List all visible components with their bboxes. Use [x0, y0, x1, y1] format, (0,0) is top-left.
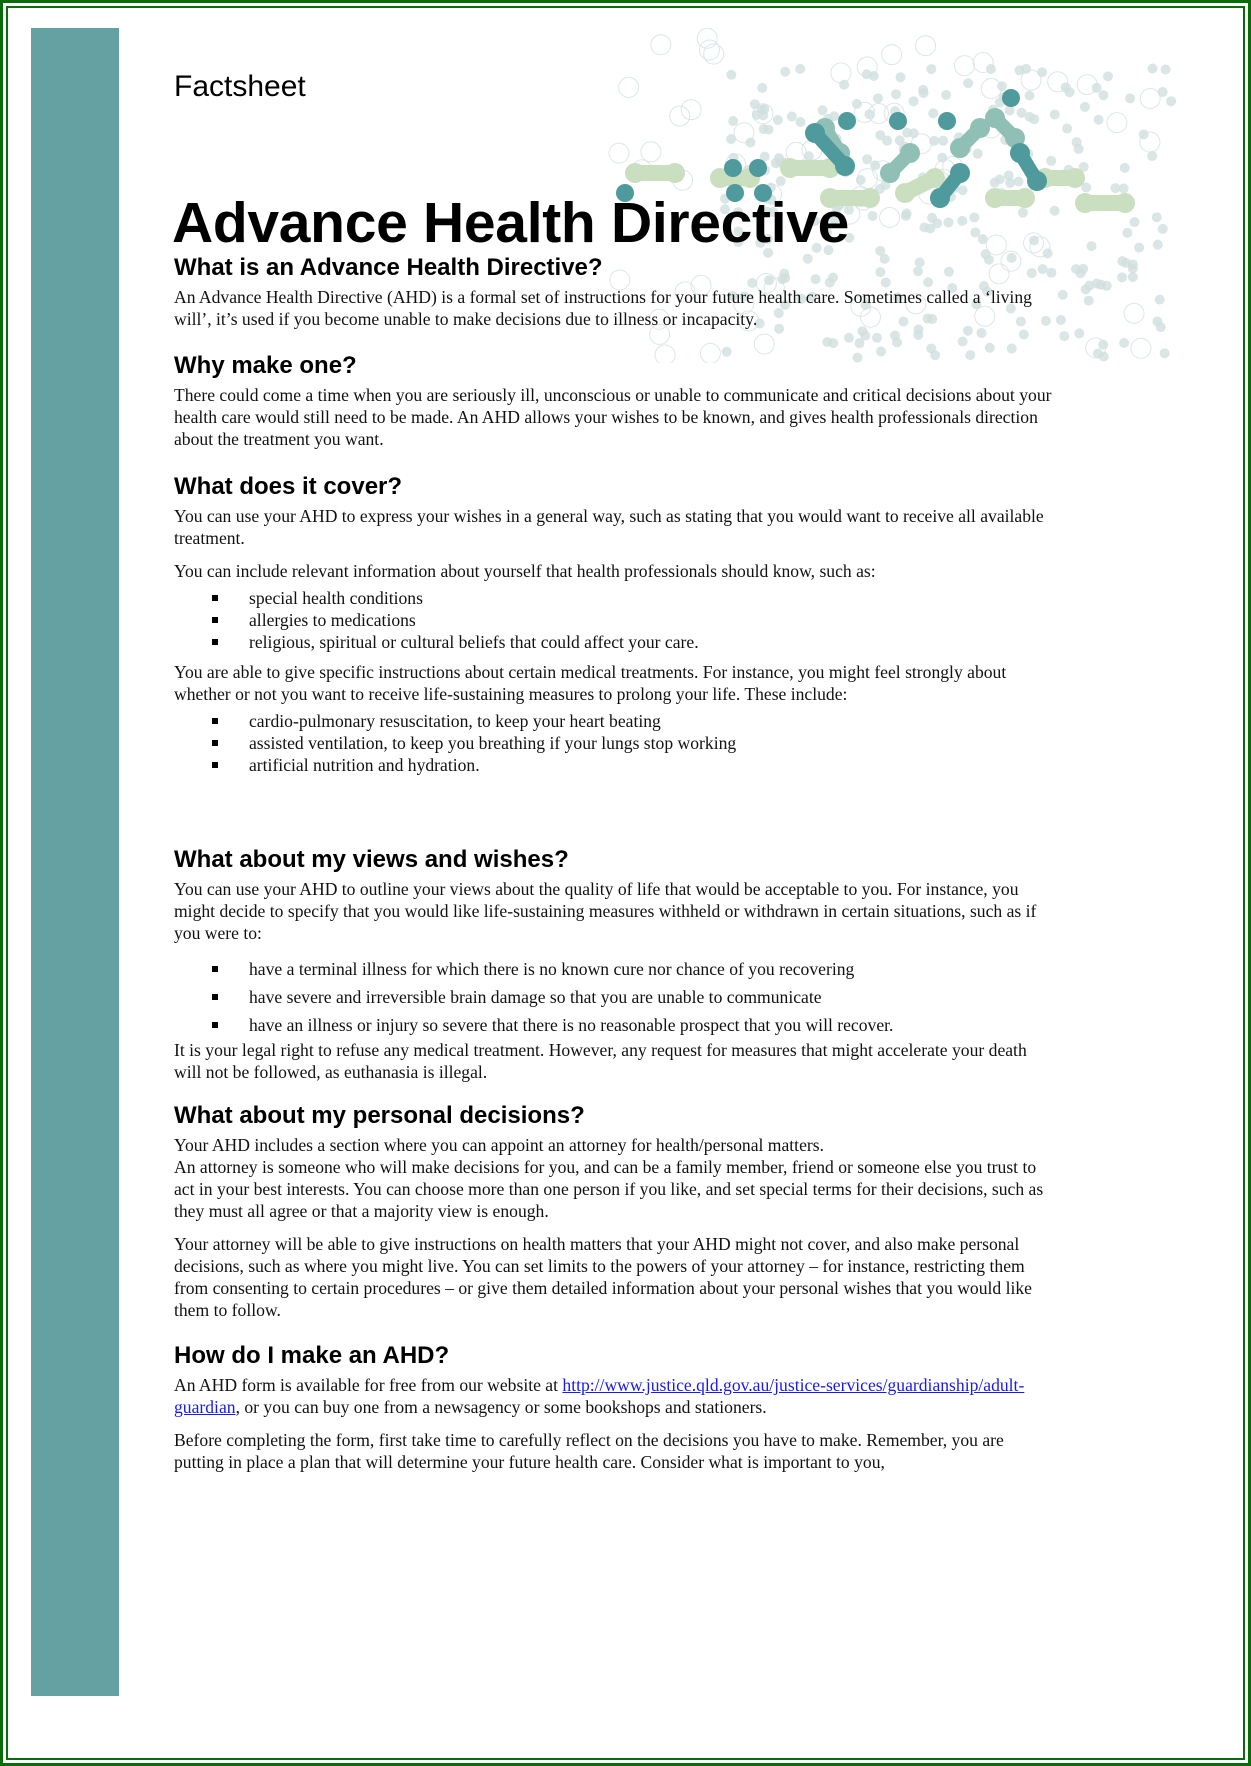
- pattern-dot: [641, 142, 661, 162]
- pattern-dot: [1103, 71, 1113, 81]
- pattern-dot: [1140, 89, 1160, 109]
- pattern-dot: [895, 183, 915, 203]
- teal-side-bar: [31, 28, 119, 1696]
- paragraph: You can use your AHD to outline your views about the quality of life that would be acceptable to you. For instance, you might decide to specify that you would like life-sustaining measures withheld or withdrawn in certain situations, such as if you were to:: [174, 879, 1037, 943]
- pattern-dot: [963, 78, 973, 88]
- pattern-dot: [1075, 193, 1095, 213]
- pattern-dot: [773, 115, 783, 125]
- pattern-dot: [937, 153, 947, 163]
- pattern-dot: [950, 138, 970, 158]
- pattern-dot: [750, 99, 760, 109]
- pattern-dot: [864, 109, 874, 119]
- section-heading: What about my views and wishes?: [174, 846, 569, 873]
- pattern-dot: [1050, 109, 1060, 119]
- pattern-dot: [969, 212, 979, 222]
- pattern-dot: [625, 163, 645, 183]
- pattern-dot: [873, 93, 883, 103]
- pattern-dot: [986, 64, 996, 74]
- pattern-dot: [1115, 193, 1135, 213]
- paragraph: An attorney is someone who will make decisions for you, and can be a family member, friend or someone else you trust to act in your best interests. You can choose more than one person if you like, and set special terms for their decisions, such as they must all agree or that a majority view is enough.: [174, 1157, 1044, 1221]
- section-how-to-make: [174, 1342, 1164, 1484]
- list-item: artificial nutrition and hydration.: [174, 754, 1164, 776]
- pattern-dot: [1074, 144, 1084, 154]
- paragraph-text: , or you can buy one from a newsagency or some bookshops and stationers.: [235, 1397, 767, 1417]
- pattern-dot: [868, 211, 878, 221]
- pattern-dot: [835, 156, 855, 176]
- pattern-dot: [1010, 143, 1030, 163]
- pattern-dot: [954, 56, 974, 76]
- section-what-is: [174, 254, 1164, 341]
- pattern-dot: [919, 222, 929, 232]
- section-views-wishes: [174, 846, 1164, 1094]
- pattern-dot: [752, 110, 762, 120]
- paragraph: An Advance Health Directive (AHD) is a formal set of instructions for your future health care. Sometimes called a ‘living will’, it’s used if you become unable to make decisions due to illness or incapacity.: [174, 287, 1032, 329]
- bullet-list: [174, 710, 1164, 776]
- pattern-dot: [651, 35, 671, 55]
- pattern-dot: [1147, 64, 1157, 74]
- pattern-dot: [1062, 124, 1072, 134]
- pattern-dot: [1065, 87, 1075, 97]
- pattern-dot: [932, 218, 942, 228]
- pattern-dot: [930, 188, 950, 208]
- pattern-dot: [891, 89, 901, 99]
- pattern-dot: [670, 106, 690, 126]
- pattern-dot: [805, 123, 825, 143]
- pattern-dot: [726, 134, 736, 144]
- pattern-dot: [941, 90, 951, 100]
- pattern-dot: [852, 99, 862, 109]
- pattern-dot: [860, 188, 880, 208]
- pattern-dot: [926, 64, 936, 74]
- pattern-dot: [985, 108, 1005, 128]
- list-item: cardio-pulmonary resuscitation, to keep your heart beating: [174, 710, 1164, 732]
- pattern-dot: [856, 175, 866, 185]
- website-link[interactable]: http://www.justice.qld.gov.au/justice-services/guardianship/adult-guardian: [174, 1375, 1025, 1417]
- paragraph: It is your legal right to refuse any medical treatment. However, any request for measures that might accelerate your death will not be followed, as euthanasia is illegal.: [174, 1040, 1027, 1082]
- pattern-dot: [950, 163, 970, 183]
- pattern-dot: [746, 137, 756, 147]
- pattern-dot: [882, 45, 902, 65]
- pattern-dot: [665, 163, 685, 183]
- pattern-dot: [763, 125, 773, 135]
- section-personal-decisions: [174, 1102, 1164, 1332]
- paragraph: There could come a time when you are seriously ill, unconscious or unable to communicate and critical decisions about your health care would still need to be made. An AHD allows your wishes to be known, and gives health professionals direction about the treatment you want.: [174, 385, 1052, 449]
- pattern-dot: [978, 234, 988, 244]
- pattern-dot: [1046, 156, 1056, 166]
- pattern-dot: [1087, 241, 1097, 251]
- pattern-dot: [957, 216, 967, 226]
- pattern-dot: [1002, 89, 1020, 107]
- section-heading: Why make one?: [174, 352, 357, 379]
- factsheet-label: Factsheet: [174, 70, 306, 103]
- section-cover: [174, 473, 1164, 784]
- pattern-dot: [1029, 236, 1039, 246]
- pattern-dot: [1153, 240, 1163, 250]
- pattern-dot: [970, 227, 980, 237]
- pattern-dot: [787, 112, 797, 122]
- pattern-dot: [1158, 224, 1168, 234]
- pattern-dot: [697, 28, 717, 48]
- pattern-dot: [831, 63, 851, 83]
- pattern-dot: [995, 174, 1005, 184]
- paragraph: You are able to give specific instructions about certain medical treatments. For instance, you might feel strongly about whether or not you want to receive life-sustaining measures to prolong your life. These include:: [174, 662, 1007, 704]
- list-item: allergies to medications: [174, 609, 1164, 631]
- pattern-dot: [1037, 67, 1047, 77]
- pattern-dot: [1122, 228, 1132, 238]
- pattern-dot: [795, 117, 805, 127]
- paragraph: You can use your AHD to express your wishes in a general way, such as stating that you would want to receive all available treatment.: [174, 506, 1044, 548]
- pattern-dot: [1129, 217, 1139, 227]
- pattern-dot: [929, 136, 939, 146]
- pattern-dot: [1152, 212, 1162, 222]
- paragraph: [174, 1374, 1054, 1418]
- pattern-dot: [704, 44, 724, 64]
- pattern-dot: [1065, 168, 1085, 188]
- pattern-dot: [829, 111, 839, 121]
- pattern-dot: [938, 112, 956, 130]
- pattern-dot: [909, 96, 919, 106]
- pattern-dot: [1166, 96, 1176, 106]
- pattern-dot: [804, 151, 814, 161]
- pattern-dot: [1139, 129, 1149, 139]
- pattern-dot: [973, 149, 983, 159]
- pattern-dot: [1092, 83, 1102, 93]
- pattern-dot: [889, 112, 907, 130]
- section-heading: How do I make an AHD?: [174, 1342, 450, 1369]
- pattern-dot: [1098, 90, 1108, 100]
- pattern-dot: [919, 88, 929, 98]
- pattern-dot: [880, 207, 900, 227]
- section-heading: What does it cover?: [174, 473, 403, 500]
- pattern-dot: [609, 143, 629, 163]
- pattern-dot: [985, 188, 1005, 208]
- pattern-dot: [1015, 188, 1035, 208]
- list-item: assisted ventilation, to keep you breathing if your lungs stop working: [174, 732, 1164, 754]
- pattern-dot: [757, 83, 767, 93]
- pattern-dot: [1029, 114, 1039, 124]
- list-item: have severe and irreversible brain damage so that you are unable to communicate: [174, 983, 1164, 1011]
- list-item: have an illness or injury so severe that there is no reasonable prospect that you will recover.: [174, 1011, 1164, 1039]
- section-heading: What is an Advance Health Directive?: [174, 254, 603, 281]
- pattern-dot: [938, 136, 948, 146]
- bullet-list: [174, 955, 1164, 1039]
- pattern-dot: [1018, 208, 1028, 218]
- page-title: Advance Health Directive: [172, 191, 850, 255]
- pattern-dot: [1050, 206, 1060, 216]
- pattern-dot: [1080, 102, 1090, 112]
- pattern-dot: [909, 128, 919, 138]
- pattern-dot: [1134, 243, 1144, 253]
- section-why: [174, 352, 1164, 461]
- list-item: special health conditions: [174, 587, 1164, 609]
- pattern-dot: [818, 105, 828, 115]
- pattern-dot: [943, 217, 953, 227]
- bullet-list: [174, 587, 1164, 653]
- paragraph: Before completing the form, first take time to carefully reflect on the decisions you have to make. Remember, you are putting in place a plan that will determine your future health care. Consider what is important to you,: [174, 1430, 1004, 1472]
- list-item: have a terminal illness for which there is no known cure nor chance of you recovering: [174, 955, 1164, 983]
- pattern-dot: [900, 143, 920, 163]
- pattern-dot: [862, 154, 872, 164]
- paragraph: Your attorney will be able to give instructions on health matters that your AHD might not cover, and also make personal decisions, such as where you might live. You can set limits to the powers of your attorney – for instance, restricting them from consenting to certain procedures – or give them detailed information about your personal wishes that you would like them to follow.: [174, 1234, 1032, 1320]
- pattern-dot: [1014, 177, 1024, 187]
- pattern-dot: [870, 160, 880, 170]
- pattern-dot: [1005, 178, 1015, 188]
- pattern-dot: [1005, 105, 1015, 115]
- pattern-dot: [619, 77, 639, 97]
- pattern-dot: [1125, 93, 1135, 103]
- pattern-dot: [1107, 113, 1127, 133]
- paragraph-text: An AHD form is available for free from our website at: [174, 1375, 563, 1395]
- pattern-dot: [902, 208, 912, 218]
- pattern-dot: [928, 108, 938, 118]
- pattern-dot: [1027, 171, 1047, 191]
- pattern-dot: [882, 136, 892, 146]
- pattern-dot: [869, 71, 879, 81]
- pattern-dot: [681, 100, 701, 120]
- pattern-dot: [997, 81, 1007, 91]
- pattern-dot: [880, 163, 900, 183]
- pattern-dot: [1158, 87, 1168, 97]
- pattern-dot: [838, 112, 856, 130]
- pattern-dot: [1021, 64, 1031, 74]
- pattern-dot: [780, 158, 800, 178]
- pattern-dot: [780, 67, 790, 77]
- pattern-dot: [728, 116, 738, 126]
- pattern-dot: [795, 64, 805, 74]
- pattern-dot: [916, 36, 936, 56]
- pattern-dot: [839, 80, 849, 90]
- pattern-dot: [776, 176, 786, 186]
- pattern-dot: [1025, 91, 1035, 101]
- paragraph: You can include relevant information about yourself that health professionals should know, such as:: [174, 561, 876, 581]
- pattern-dot: [724, 159, 742, 177]
- pattern-dot: [749, 159, 767, 177]
- pattern-dot: [1120, 163, 1130, 173]
- pattern-dot: [896, 72, 906, 82]
- pattern-dot: [1094, 115, 1104, 125]
- section-heading: What about my personal decisions?: [174, 1102, 585, 1129]
- list-item: religious, spiritual or cultural beliefs that could affect your care.: [174, 631, 1164, 653]
- pattern-dot: [1161, 64, 1171, 74]
- pattern-dot: [1110, 183, 1120, 193]
- paragraph: Your AHD includes a section where you can appoint an attorney for health/personal matters.: [174, 1135, 824, 1155]
- pattern-dot: [1147, 151, 1157, 161]
- pattern-dot: [1098, 340, 1108, 350]
- pattern-dot: [726, 70, 736, 80]
